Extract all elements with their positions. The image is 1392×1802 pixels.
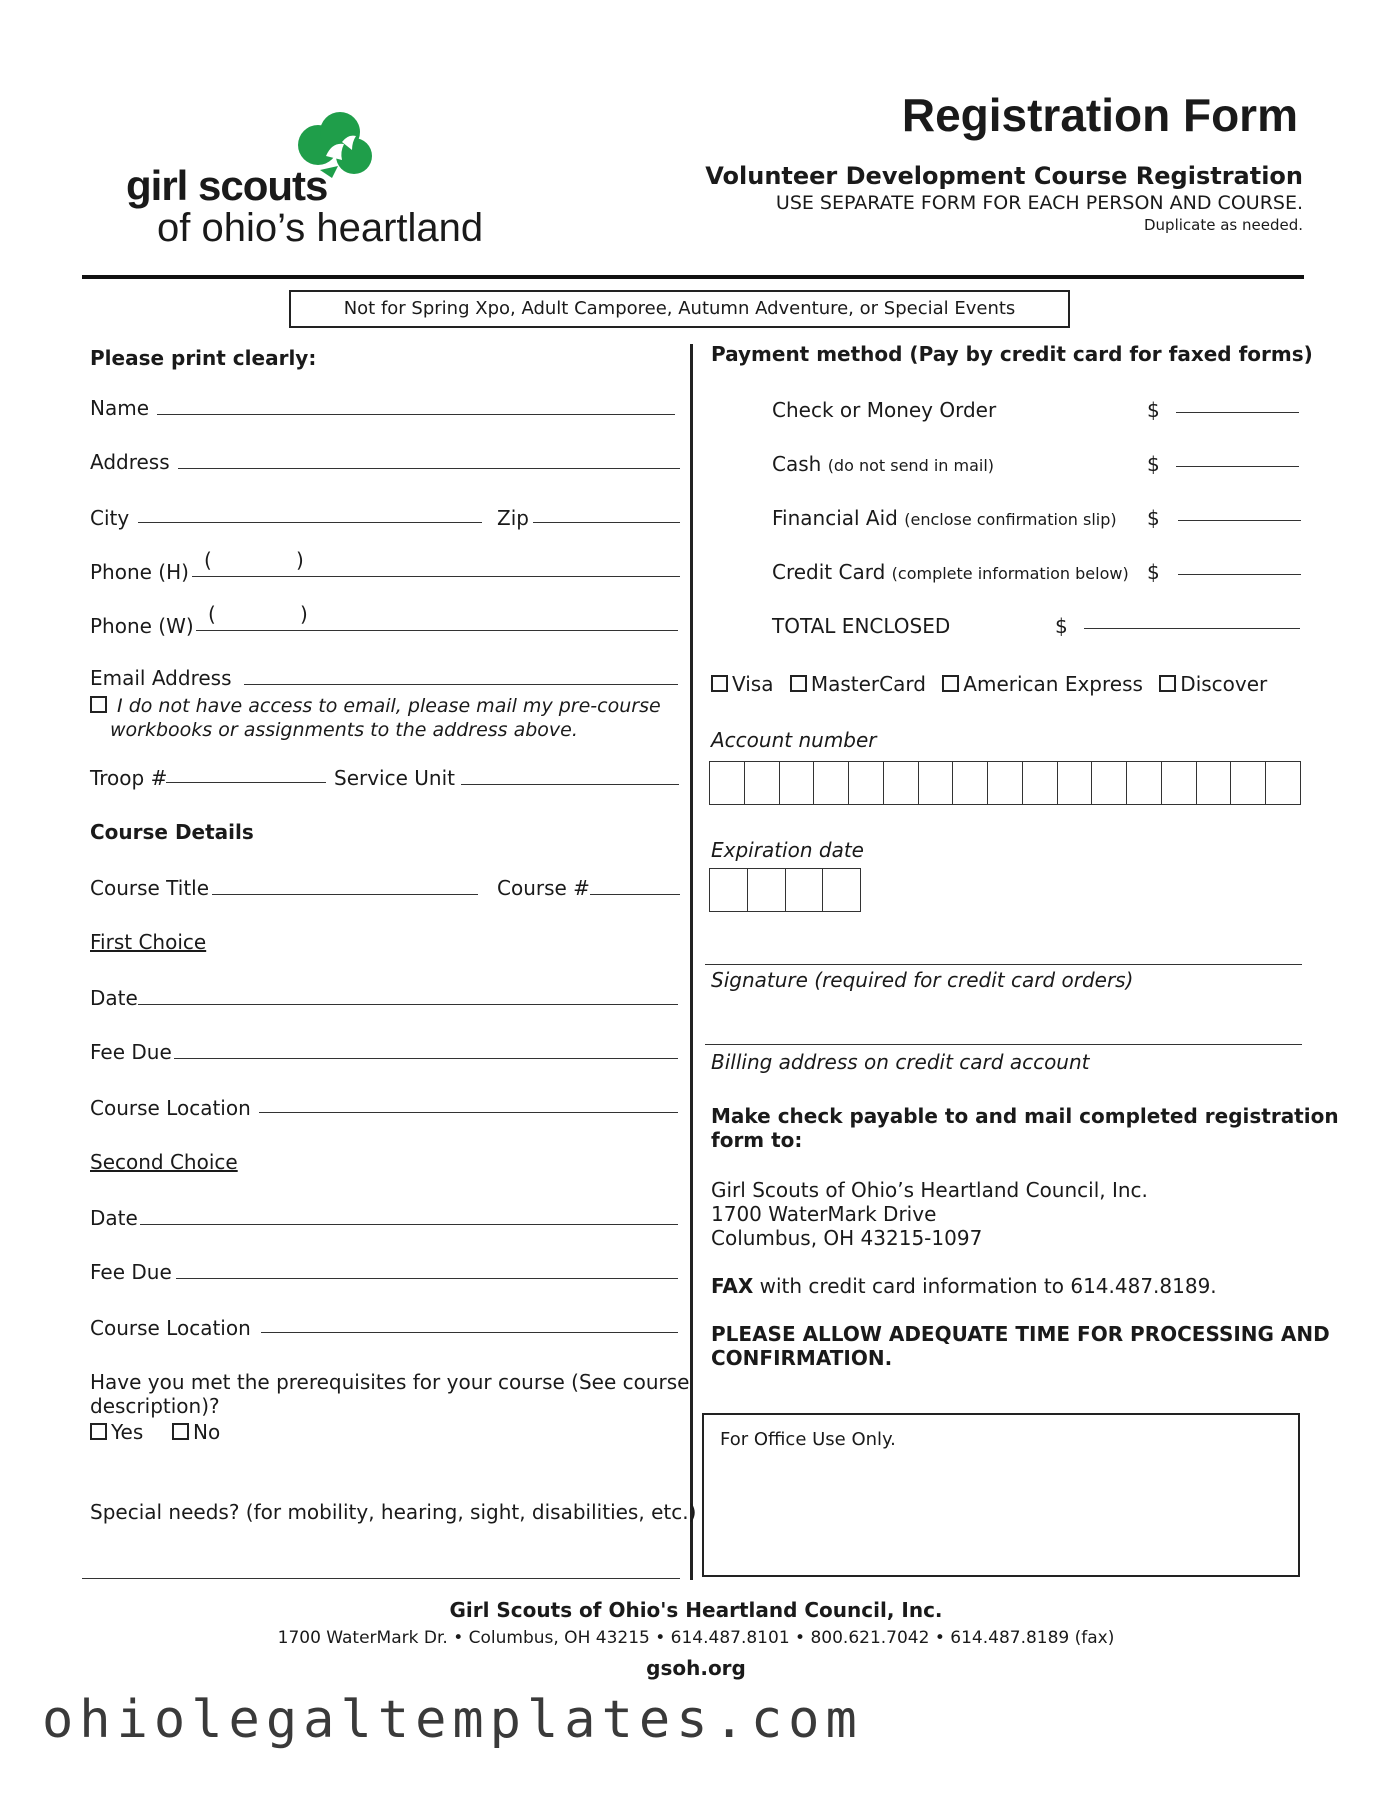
- amex-checkbox[interactable]: [942, 675, 959, 692]
- mastercard-label: MasterCard: [810, 672, 926, 696]
- cash-dollar-sign: $: [1147, 452, 1160, 476]
- fax-instruction: [711, 1274, 1217, 1298]
- check-dollar-sign: $: [1147, 398, 1160, 422]
- total-label: TOTAL ENCLOSED: [772, 614, 951, 638]
- troop-label: Troop #: [90, 766, 168, 790]
- first-choice-heading: First Choice: [90, 930, 207, 954]
- cash-label: [772, 452, 994, 478]
- second-date-field[interactable]: [140, 1224, 678, 1225]
- card-type-options: [711, 672, 1267, 696]
- account-number-boxes[interactable]: [709, 761, 1301, 805]
- first-date-field[interactable]: [138, 1004, 678, 1005]
- mail-address-line3: Columbus, OH 43215-1097: [711, 1226, 983, 1250]
- fax-label: FAX: [711, 1274, 754, 1298]
- form-instruction: USE SEPARATE FORM FOR EACH PERSON AND COURSE.: [775, 192, 1303, 214]
- mail-instructions-heading: Make check payable to and mail completed registration: [711, 1104, 1339, 1128]
- discover-checkbox[interactable]: [1159, 675, 1176, 692]
- phone-work-field[interactable]: [196, 630, 678, 631]
- expiration-boxes[interactable]: [709, 868, 861, 912]
- aid-label: [772, 506, 1117, 532]
- logo-line1: girl scouts: [126, 162, 328, 209]
- payment-method-heading: Payment method (Pay by credit card for faxed forms): [711, 342, 1313, 366]
- course-number-label: Course #: [497, 876, 590, 900]
- city-field[interactable]: [138, 522, 482, 523]
- visa-checkbox[interactable]: [711, 675, 728, 692]
- zip-label: Zip: [497, 506, 529, 530]
- aid-amount-field[interactable]: [1178, 520, 1301, 521]
- office-use-box: [702, 1413, 1300, 1577]
- troop-field[interactable]: [166, 782, 326, 783]
- credit-amount-field[interactable]: [1178, 574, 1301, 575]
- cash-note: (do not send in mail): [827, 456, 995, 475]
- total-amount-field[interactable]: [1084, 628, 1300, 629]
- second-location-label: Course Location: [90, 1316, 251, 1340]
- course-title-field[interactable]: [212, 894, 478, 895]
- phone-home-area-paren-open: (: [204, 548, 212, 572]
- first-fee-label: Fee Due: [90, 1040, 172, 1064]
- second-choice-heading: Second Choice: [90, 1150, 238, 1174]
- visa-option[interactable]: [711, 672, 773, 696]
- name-field[interactable]: [157, 414, 675, 415]
- check-amount-field[interactable]: [1176, 412, 1299, 413]
- first-date-label: Date: [90, 986, 138, 1010]
- office-use-label: For Office Use Only.: [720, 1429, 896, 1450]
- expiration-label: Expiration date: [711, 838, 864, 862]
- credit-text: Credit Card: [772, 560, 886, 584]
- aid-text: Financial Aid: [772, 506, 898, 530]
- billing-address-label: Billing address on credit card account: [711, 1050, 1090, 1074]
- course-details-heading: Course Details: [90, 820, 254, 844]
- prereq-yes-option[interactable]: [90, 1420, 143, 1444]
- no-email-checkbox[interactable]: [90, 696, 107, 713]
- special-needs-field[interactable]: [82, 1578, 680, 1579]
- mail-instructions-heading-line2: form to:: [711, 1128, 803, 1152]
- check-label: Check or Money Order: [772, 398, 997, 422]
- notice-box: Not for Spring Xpo, Adult Camporee, Autumn Adventure, or Special Events: [289, 290, 1070, 328]
- discover-label: Discover: [1180, 672, 1268, 696]
- account-number-label: Account number: [711, 728, 877, 752]
- name-label: Name: [90, 396, 150, 420]
- footer-org: Girl Scouts of Ohio's Heartland Council, Inc.: [449, 1598, 943, 1622]
- processing-notice-line2: CONFIRMATION.: [711, 1346, 893, 1370]
- service-unit-field[interactable]: [461, 784, 679, 785]
- second-location-field[interactable]: [261, 1332, 678, 1333]
- credit-dollar-sign: $: [1147, 560, 1160, 584]
- fax-text: with credit card information to 614.487.8189.: [759, 1274, 1217, 1298]
- address-field[interactable]: [178, 468, 680, 469]
- email-label: Email Address: [90, 666, 232, 690]
- second-fee-field[interactable]: [176, 1278, 678, 1279]
- amex-label: American Express: [963, 672, 1143, 696]
- second-date-label: Date: [90, 1206, 138, 1230]
- column-divider: [690, 344, 693, 1580]
- header-divider: [82, 275, 1304, 279]
- cash-amount-field[interactable]: [1176, 466, 1299, 467]
- phone-home-label: Phone (H): [90, 560, 189, 584]
- watermark-text: ohiolegaltemplates.com: [42, 1690, 863, 1750]
- prereq-question-line2: description)?: [90, 1394, 220, 1418]
- mail-address-line2: 1700 WaterMark Drive: [711, 1202, 937, 1226]
- prereq-question: Have you met the prerequisites for your course (See course: [90, 1370, 690, 1394]
- footer-website[interactable]: gsoh.org: [646, 1656, 746, 1680]
- phone-work-label: Phone (W): [90, 614, 194, 638]
- course-number-field[interactable]: [590, 894, 680, 895]
- form-subtitle: Volunteer Development Course Registration: [705, 162, 1303, 190]
- credit-note: (complete information below): [891, 564, 1129, 583]
- mail-address-line1: Girl Scouts of Ohio’s Heartland Council, Inc.: [711, 1178, 1148, 1202]
- logo-line2: of ohio’s heartland: [157, 206, 484, 250]
- second-fee-label: Fee Due: [90, 1260, 172, 1284]
- first-location-label: Course Location: [90, 1096, 251, 1120]
- billing-address-field[interactable]: [705, 1044, 1302, 1045]
- phone-work-area-paren-open: (: [208, 602, 216, 626]
- total-dollar-sign: $: [1055, 614, 1068, 638]
- prereq-no-checkbox[interactable]: [172, 1423, 189, 1440]
- course-title-label: Course Title: [90, 876, 210, 900]
- special-needs-label: Special needs? (for mobility, hearing, sight, disabilities, etc.): [90, 1500, 697, 1524]
- page-title: Registration Form: [901, 89, 1298, 141]
- visa-label: Visa: [732, 672, 774, 696]
- phone-work-area-paren-close: ): [300, 602, 308, 626]
- prereq-no-option[interactable]: [172, 1420, 220, 1444]
- cash-text: Cash: [772, 452, 822, 476]
- discover-option[interactable]: [1159, 672, 1267, 696]
- aid-dollar-sign: $: [1147, 506, 1160, 530]
- mastercard-checkbox[interactable]: [790, 675, 807, 692]
- prereq-no-label: No: [193, 1420, 221, 1444]
- no-email-text-line2: workbooks or assignments to the address above.: [110, 719, 578, 741]
- address-label: Address: [90, 450, 170, 474]
- prereq-yes-checkbox[interactable]: [90, 1423, 107, 1440]
- no-email-option[interactable]: [90, 694, 661, 718]
- first-location-field[interactable]: [259, 1112, 678, 1113]
- aid-note: (enclose confirmation slip): [904, 510, 1117, 529]
- signature-label: Signature (required for credit card orders): [711, 968, 1134, 992]
- phone-home-area-paren-close: ): [296, 548, 304, 572]
- first-fee-field[interactable]: [174, 1058, 678, 1059]
- amex-option[interactable]: [942, 672, 1143, 696]
- signature-field[interactable]: [705, 964, 1302, 965]
- zip-field[interactable]: [533, 522, 680, 523]
- service-unit-label: Service Unit: [334, 766, 455, 790]
- credit-label: [772, 560, 1129, 586]
- processing-notice: PLEASE ALLOW ADEQUATE TIME FOR PROCESSING AND: [711, 1322, 1330, 1346]
- print-clearly-heading: Please print clearly:: [90, 346, 317, 370]
- prereq-yes-label: Yes: [111, 1420, 144, 1444]
- phone-home-field[interactable]: [192, 576, 680, 577]
- duplicate-note: Duplicate as needed.: [1143, 216, 1303, 234]
- city-label: City: [90, 506, 130, 530]
- no-email-text: I do not have access to email, please mail my pre-course: [117, 695, 661, 717]
- email-field[interactable]: [244, 684, 678, 685]
- footer-contact: 1700 WaterMark Dr. • Columbus, OH 43215 • 614.487.8101 • 800.621.7042 • 614.487.8189 (fax): [277, 1628, 1115, 1648]
- mastercard-option[interactable]: [790, 672, 926, 696]
